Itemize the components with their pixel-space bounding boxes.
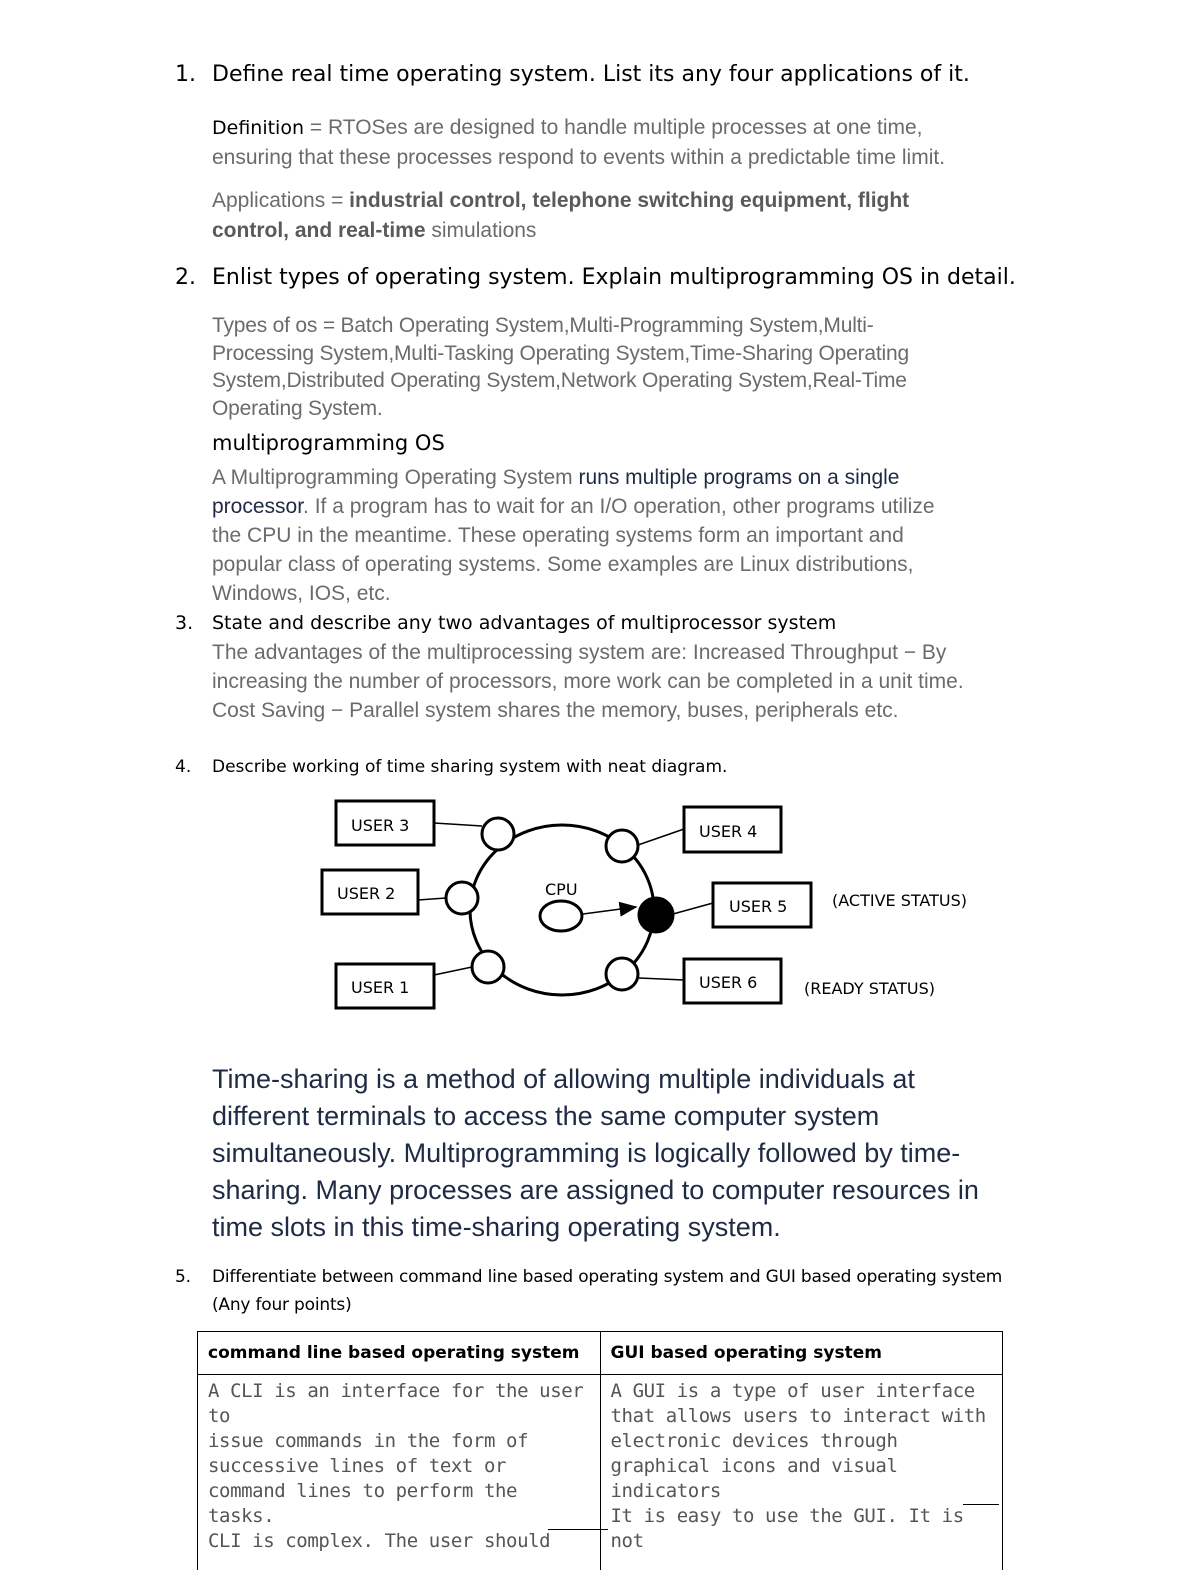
- definition-line-2: ensuring that these processes respond to events within a predictable time limit.: [212, 143, 945, 173]
- applications-bold-2: control, and real-time: [212, 219, 426, 242]
- q4-answer-line: different terminals to access the same computer system: [212, 1098, 979, 1135]
- q4-answer: [212, 1061, 979, 1246]
- cell-line: indicators: [611, 1479, 993, 1504]
- mp-line-1a: A Multiprogramming Operating System: [212, 466, 578, 489]
- cpu-arrow: [583, 907, 636, 914]
- user2-label: USER 2: [337, 884, 395, 903]
- cell-line: tasks.: [208, 1504, 590, 1529]
- user5-label: USER 5: [729, 897, 787, 916]
- mp-line: popular class of operating systems. Some examples are Linux distributions,: [212, 550, 935, 579]
- link-user2: [418, 898, 446, 900]
- table-header-row: [198, 1332, 1003, 1375]
- question-1-number: 1.: [175, 62, 196, 87]
- question-2-text: Enlist types of operating system. Explain multiprogramming OS in detail.: [212, 265, 1016, 290]
- node-user4: [606, 830, 638, 862]
- table-cell-gui: [600, 1375, 1003, 1570]
- mp-line-2a: processor: [212, 495, 303, 518]
- mp-line: the CPU in the meantime. These operating systems form an important and: [212, 521, 935, 550]
- node-user2: [446, 882, 478, 914]
- cell-line: A CLI is an interface for the user to: [208, 1379, 590, 1429]
- cell-line: graphical icons and visual: [611, 1454, 993, 1479]
- link-user1: [434, 967, 472, 975]
- types-line: Types of os = Batch Operating System,Multi-Programming System,Multi-: [212, 312, 909, 340]
- table-row: [198, 1375, 1003, 1570]
- definition-label: Definition: [212, 117, 304, 139]
- link-user6: [639, 978, 684, 980]
- cell-line: It is easy to use the GUI. It is not: [611, 1504, 993, 1554]
- question-4-text: Describe working of time sharing system with neat diagram.: [212, 757, 727, 777]
- table-header-cli: command line based operating system: [198, 1332, 601, 1375]
- user6-label: USER 6: [699, 973, 757, 992]
- cpu-label: CPU: [545, 880, 578, 899]
- q4-answer-line: time slots in this time-sharing operating system.: [212, 1209, 979, 1246]
- node-user3: [482, 818, 514, 850]
- question-2-number: 2.: [175, 265, 196, 290]
- q3-line: The advantages of the multiprocessing system are: Increased Throughput − By: [212, 638, 964, 667]
- types-line: Operating System.: [212, 395, 909, 423]
- mp-line-2b: . If a program has to wait for an I/O operation, other programs utilize: [303, 495, 934, 518]
- q4-answer-line: sharing. Many processes are assigned to computer resources in: [212, 1172, 979, 1209]
- q4-answer-line: simultaneously. Multiprogramming is logically followed by time-: [212, 1135, 979, 1172]
- types-line: System,Distributed Operating System,Network Operating System,Real-Time: [212, 367, 909, 395]
- cell-line: issue commands in the form of: [208, 1429, 590, 1454]
- cell-line: CLI is complex. The user should: [208, 1529, 590, 1554]
- cell-line: electronic devices through: [611, 1429, 993, 1454]
- multiprogramming-heading: multiprogramming OS: [212, 431, 445, 455]
- user3-label: USER 3: [351, 816, 409, 835]
- comparison-table: [197, 1331, 1003, 1570]
- table-header-gui: GUI based operating system: [600, 1332, 1003, 1375]
- types-line: Processing System,Multi-Tasking Operating System,Time-Sharing Operating: [212, 340, 909, 368]
- question-1-text: Define real time operating system. List its any four applications of it.: [212, 62, 970, 87]
- question-5-line-2: (Any four points): [212, 1291, 1002, 1319]
- applications-label: Applications =: [212, 189, 349, 212]
- q3-line: Cost Saving − Parallel system shares the memory, buses, peripherals etc.: [212, 696, 964, 725]
- applications-tail: simulations: [426, 219, 537, 242]
- node-user6: [606, 958, 638, 990]
- cell-line: that allows users to interact with: [611, 1404, 993, 1429]
- active-status-label: (ACTIVE STATUS): [832, 891, 967, 910]
- question-5: [212, 1263, 1002, 1319]
- question-5-number: 5.: [175, 1263, 191, 1291]
- ready-status-label: (READY STATUS): [804, 979, 935, 998]
- cell-line: successive lines of text or: [208, 1454, 590, 1479]
- mp-line-1b: runs multiple programs on a single: [578, 466, 899, 489]
- cell-line: A GUI is a type of user interface: [611, 1379, 993, 1404]
- applications-bold-1: industrial control, telephone switching equipment, flight: [349, 189, 909, 212]
- link-user5: [673, 903, 713, 914]
- table-cell-cli: [198, 1375, 601, 1570]
- q3-line: increasing the number of processors, more work can be completed in a unit time.: [212, 667, 964, 696]
- user1-label: USER 1: [351, 978, 409, 997]
- definition-equals: =: [304, 116, 328, 139]
- cell-line: command lines to perform the: [208, 1479, 590, 1504]
- link-user3: [434, 823, 482, 826]
- question-3-number: 3.: [175, 612, 193, 634]
- node-user5-active: [639, 898, 673, 932]
- link-user4: [638, 829, 684, 845]
- user4-label: USER 4: [699, 822, 757, 841]
- question-3-text: State and describe any two advantages of multiprocessor system: [212, 612, 836, 634]
- cpu-ellipse: [540, 901, 582, 931]
- definition-line-1: RTOSes are designed to handle multiple processes at one time,: [328, 116, 923, 139]
- mp-line: Windows, IOS, etc.: [212, 579, 935, 608]
- q4-answer-line: Time-sharing is a method of allowing multiple individuals at: [212, 1061, 979, 1098]
- question-4-number: 4.: [175, 757, 191, 777]
- question-5-line-1: Differentiate between command line based operating system and GUI based operating system: [212, 1263, 1002, 1291]
- node-user1: [472, 951, 504, 983]
